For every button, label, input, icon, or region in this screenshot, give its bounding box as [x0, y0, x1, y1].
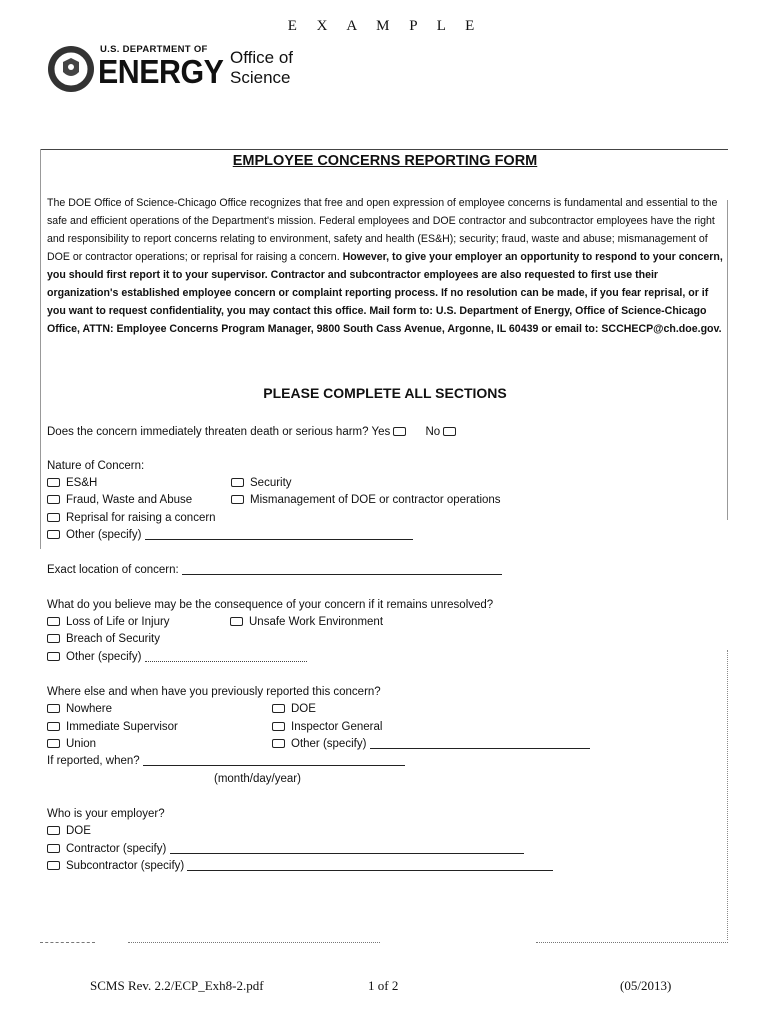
consequence-option [230, 614, 383, 630]
reported-ig-checkbox[interactable] [272, 722, 285, 731]
reported-supervisor-checkbox[interactable] [47, 722, 60, 731]
nature-fraud-checkbox[interactable] [47, 495, 60, 504]
form-bottom-border [128, 942, 380, 943]
nature-other-checkbox[interactable] [47, 530, 60, 539]
office-line-1: Office of [230, 48, 293, 67]
nature-option-label: ES&H [66, 477, 98, 489]
reported-option [47, 736, 96, 752]
nature-esh-checkbox[interactable] [47, 478, 60, 487]
form-top-border [40, 149, 728, 150]
reported-option-label: Immediate Supervisor [66, 721, 178, 733]
footer-date: (05/2013) [620, 978, 672, 993]
employer-option [47, 841, 524, 857]
employer-doe-checkbox[interactable] [47, 826, 60, 835]
nature-option-label: Mismanagement of DOE or contractor operations [250, 494, 501, 506]
consequence-loss-checkbox[interactable] [47, 617, 60, 626]
consequence-unsafe-checkbox[interactable] [230, 617, 243, 626]
consequence-other-field[interactable] [145, 649, 307, 662]
employer-option-label: Subcontractor (specify) [66, 860, 185, 872]
form-title: EMPLOYEE CONCERNS REPORTING FORM [232, 153, 538, 169]
reported-option [47, 701, 112, 717]
consequence-option [47, 614, 170, 630]
form-right-border-lower [727, 650, 728, 940]
yes-checkbox[interactable] [393, 427, 406, 436]
reported-option [272, 701, 316, 717]
nature-option-label: Fraud, Waste and Abuse [66, 494, 193, 506]
nature-mismanagement-checkbox[interactable] [231, 495, 244, 504]
form-bottom-border [536, 942, 728, 943]
employer-option [47, 823, 91, 839]
reported-union-checkbox[interactable] [47, 739, 60, 748]
intro-paragraph [47, 194, 723, 338]
employer-subcontractor-checkbox[interactable] [47, 861, 60, 870]
reported-other-field[interactable] [370, 736, 590, 749]
reported-other-checkbox[interactable] [272, 739, 285, 748]
doe-seal-icon [46, 44, 96, 94]
consequence-option-label: Loss of Life or Injury [66, 616, 170, 628]
nature-reprisal-checkbox[interactable] [47, 513, 60, 522]
reported-doe-checkbox[interactable] [272, 704, 285, 713]
dept-small-text: U.S. DEPARTMENT OF [100, 44, 208, 55]
footer-page-number: 1 of 2 [368, 978, 399, 993]
doe-logo [46, 40, 346, 100]
nature-option [231, 475, 292, 491]
reported-option-label: Inspector General [291, 721, 383, 733]
nature-option-label: Reprisal for raising a concern [66, 512, 216, 524]
employer-contractor-checkbox[interactable] [47, 844, 60, 853]
employer-question: Who is your employer? [47, 808, 165, 820]
consequence-option-label: Other (specify) [66, 651, 142, 663]
consequence-breach-checkbox[interactable] [47, 634, 60, 643]
employer-subcontractor-field[interactable] [187, 858, 553, 871]
reported-option [47, 719, 178, 735]
form-bottom-border [40, 942, 95, 943]
intro-bold: However, to give your employer an opportunity to respond to your concern, you should first report it to your supervisor. Contractor and subcontractor employees are also requested to first use their organization's established employee concern or complaint reporting process. If no resolution can be made, if you fear reprisal, or if you want to request confidentiality, you may contact this office. Mail form to: U.S. Department of Energy, Office of Science-Chicago Office, ATTN: Employee Concerns Program Manager, 9800 South Cass Avenue, Argonne, IL 60439 or email to: SCCHECP@ch.doe.gov. [47, 251, 723, 335]
nature-option [47, 492, 192, 508]
location-field[interactable] [182, 562, 502, 575]
office-line-2: Science [230, 68, 291, 87]
reported-option [272, 719, 382, 735]
employer-contractor-field[interactable] [170, 841, 524, 854]
when-row [47, 753, 405, 769]
section-heading: PLEASE COMPLETE ALL SECTIONS [263, 385, 507, 401]
nature-option [47, 510, 216, 526]
form-right-border [727, 200, 728, 520]
reported-option-label: Other (specify) [291, 738, 367, 750]
reported-option-label: Union [66, 738, 97, 750]
location-label: Exact location of concern: [47, 564, 179, 576]
reported-option [272, 736, 590, 752]
reported-option-label: Nowhere [66, 703, 113, 715]
example-watermark: E X A M P L E [287, 18, 483, 34]
when-label: If reported, when? [47, 755, 140, 767]
employer-option-label: Contractor (specify) [66, 843, 167, 855]
location-row [47, 562, 502, 578]
employer-option-label: DOE [66, 825, 91, 837]
threat-question: Does the concern immediately threaten death or serious harm? [47, 426, 369, 438]
nature-option-label: Other (specify) [66, 529, 142, 541]
office-of-science [230, 48, 293, 88]
date-hint: (month/day/year) [214, 773, 301, 785]
consequence-option [47, 649, 307, 665]
consequence-other-checkbox[interactable] [47, 652, 60, 661]
no-label: No [425, 426, 441, 438]
reported-nowhere-checkbox[interactable] [47, 704, 60, 713]
when-field[interactable] [143, 753, 405, 766]
consequence-option [47, 631, 160, 647]
nature-other-field[interactable] [145, 527, 413, 540]
nature-security-checkbox[interactable] [231, 478, 244, 487]
no-checkbox[interactable] [443, 427, 456, 436]
consequence-option-label: Unsafe Work Environment [249, 616, 384, 628]
employer-option [47, 858, 553, 874]
intro-plain: The DOE Office of Science-Chicago Office recognizes that free and open expression of employee concerns is fundamental and essential to the safe and efficient operations of the Department's mission. Federal employees and DOE contractor and subcontractor employees have the right and responsibility to report concerns relating to environment, safety and health (ES&H); security; fraud, waste and abuse; mismanagement of DOE or contractor operations; or reprisal for raising a concern. [47, 197, 718, 263]
nature-option [47, 527, 413, 543]
footer-doc-id: SCMS Rev. 2.2/ECP_Exh8-2.pdf [90, 978, 264, 993]
threat-question-row [47, 424, 462, 440]
nature-option-label: Security [250, 477, 292, 489]
nature-option [231, 492, 501, 508]
dept-big-text: ENERGY [98, 53, 224, 90]
yes-label: Yes [371, 426, 391, 438]
reported-question: Where else and when have you previously reported this concern? [47, 686, 381, 698]
nature-label: Nature of Concern: [47, 460, 145, 472]
reported-option-label: DOE [291, 703, 316, 715]
consequence-option-label: Breach of Security [66, 633, 160, 645]
nature-option [47, 475, 97, 491]
form-left-border [40, 149, 41, 549]
consequence-question: What do you believe may be the consequence of your concern if it remains unresolved? [47, 599, 494, 611]
